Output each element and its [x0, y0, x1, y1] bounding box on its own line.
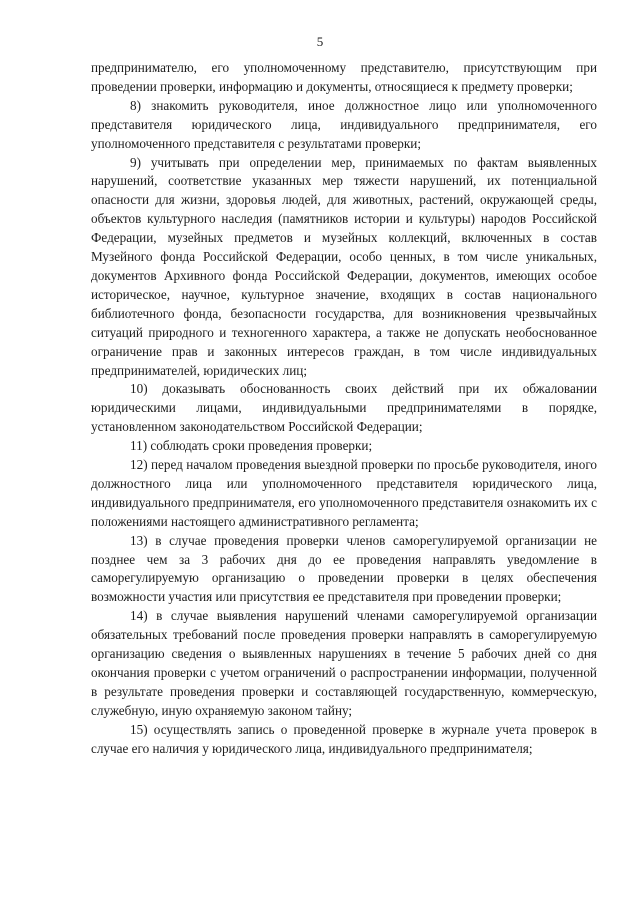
paragraph-continuation: предпринимателю, его уполномоченному представителю, присутствующим при проведении проверки, информацию и документы, относящиеся к предмету проверки; — [91, 60, 597, 94]
paragraph-item-10: 10) доказывать обоснованность своих действий при их обжаловании юридическими лицами, индивидуальными предпринимателями в порядке, установленном законодательством Российской Федерации; — [91, 381, 597, 435]
paragraph-item-9: 9) учитывать при определении мер, принимаемых по фактам выявленных нарушений, соответствие указанных мер тяжести нарушений, их потенциальной опасности для жизни, здоровья людей, для животных, растений, окружающей среды, объектов культурного наследия (памятников истории и культуры) народов Российской Федерации, музейных предметов и музейных коллекций, включенных в состав Музейного фонда Российской Федерации, особо ценных, в том числе уникальных, документов Архивного фонда Российской Федерации, документов, имеющих особое историческое, научное, культурное значение, входящих в состав национального библиотечного фонда, безопасности государства, для возникновения чрезвычайных ситуаций природного и техногенного характера, а также не допускать необоснованное ограничение прав и законных интересов граждан, в том числе индивидуальных предпринимателей, юридических лиц; — [91, 154, 597, 378]
page-number: 5 — [316, 34, 324, 49]
paragraph-item-12: 12) перед началом проведения выездной проверки по просьбе руководителя, иного должностного лица или уполномоченного представителя юридического лица, индивидуального предпринимателя, его уполномоченного представителя ознакомить их с положениями настоящего административного регламента; — [91, 457, 597, 529]
paragraph-item-13: 13) в случае проведения проверки членов саморегулируемой организации не позднее чем за 3 рабочих дня до ее проведения направлять уведомление в саморегулируемую организацию о проведении проверки в целях обеспечения возможности участия или присутствия ее представителя при проведении проверки; — [91, 532, 597, 605]
paragraph-item-11: 11) соблюдать сроки проведения проверки; — [130, 438, 373, 454]
paragraph-item-14: 14) в случае выявления нарушений членами саморегулируемой организации обязательных требований после проведения проверки направлять в саморегулируемую организацию сведения о выявленных нарушениях в течение 5 рабочих дней со дня окончания проверки с учетом ограничений о распространении информации, полученной в результате проведения проверки и составляющей государственную, коммерческую, служебную, иную охраняемую законом тайну; — [91, 608, 597, 718]
paragraph-item-15: 15) осуществлять запись о проведенной проверке в журнале учета проверок в случае его наличия у юридического лица, индивидуального предпринимателя; — [91, 721, 597, 756]
document-body — [91, 59, 597, 759]
paragraph-item-8: 8) знакомить руководителя, иное должностное лицо или уполномоченного представителя юридического лица, индивидуального предпринимателя, его уполномоченного представителя с результатами проверки; — [91, 97, 597, 151]
